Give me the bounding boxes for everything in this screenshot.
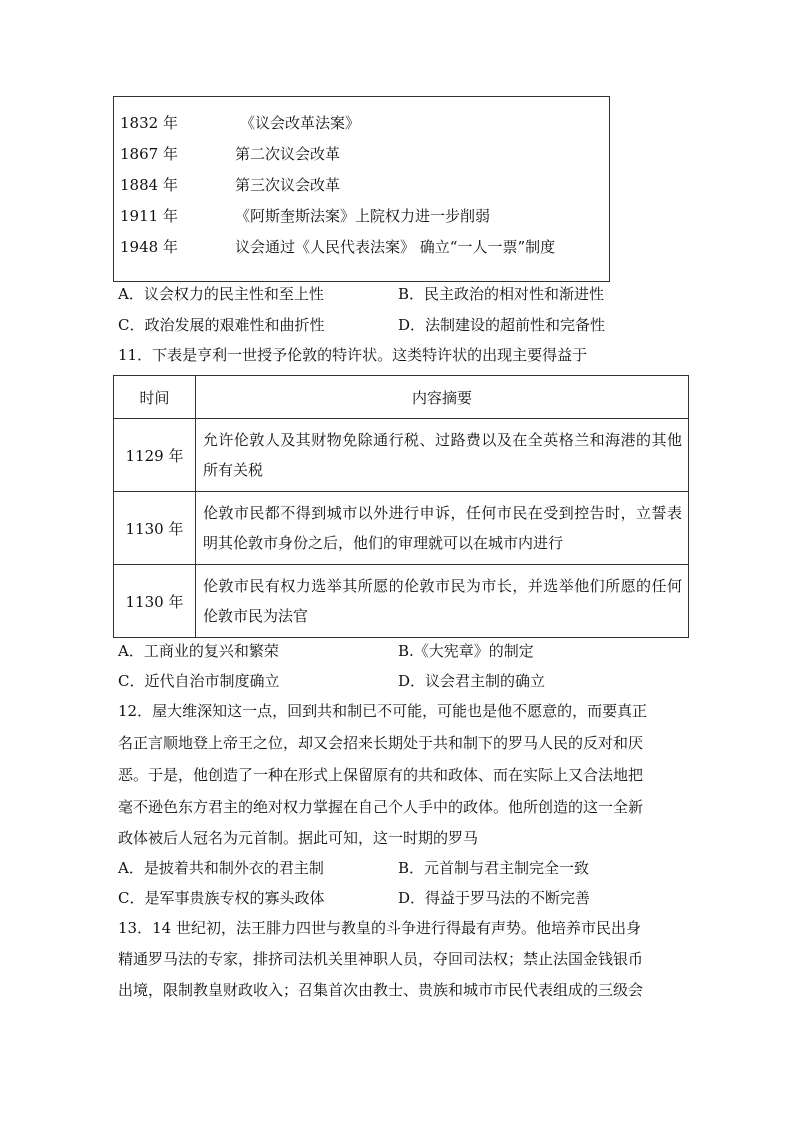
charter-table [113, 375, 689, 638]
table-row [114, 492, 689, 565]
row-content: 伦敦市民有权力选举其所愿的伦敦市民为市长，并选举他们所愿的任何伦敦市民为法官 [196, 565, 689, 638]
header-content: 内容摘要 [196, 376, 689, 419]
q10-option-a: A．议会权力的民主性和至上性 [118, 285, 324, 303]
q12-option-a: A．是披着共和制外衣的君主制 [118, 859, 324, 877]
row-content: 伦敦市民都不得到城市以外进行申诉，任何市民在受到控告时，立誓表明其伦敦市身份之后，他们的审理就可以在城市内进行 [196, 492, 689, 565]
q12-line: 12．屋大维深知这一点，回到共和制已不可能，可能也是他不愿意的，而要真正 [118, 702, 648, 720]
q13-line: 精通罗马法的专家，排挤司法机关里神职人员，夺回司法权；禁止法国金钱银币 [118, 950, 644, 968]
timeline-row [114, 139, 609, 170]
timeline-row [114, 232, 609, 263]
row-time: 1129 年 [114, 419, 196, 492]
timeline-event: 第三次议会改革 [235, 176, 341, 194]
timeline-event: 《阿斯奎斯法案》上院权力进一步削弱 [235, 207, 491, 225]
q10-option-b: B．民主政治的相对性和渐进性 [398, 285, 605, 303]
row-content: 允许伦敦人及其财物免除通行税、过路费以及在全英格兰和海港的其他所有关税 [196, 419, 689, 492]
q11-option-b: B.《大宪章》的制定 [398, 642, 534, 660]
header-time: 时间 [114, 376, 196, 419]
timeline-year: 1884 年 [120, 176, 178, 194]
q12-line: 毫不逊色东方君主的绝对权力掌握在自己个人手中的政体。他所创造的这一全新 [118, 798, 644, 816]
timeline-row [114, 108, 609, 139]
q13-line: 13．14 世纪初，法王腓力四世与教皇的斗争进行得最有声势。他培养市民出身 [118, 919, 641, 937]
table-row [114, 565, 689, 638]
q12-line: 政体被后人冠名为元首制。据此可知，这一时期的罗马 [118, 829, 479, 847]
q11-option-d: D．议会君主制的确立 [398, 672, 546, 690]
timeline-year: 1832 年 [120, 114, 178, 132]
q11-option-c: C．近代自治市制度确立 [118, 672, 280, 690]
timeline-box [113, 96, 610, 282]
table-row [114, 419, 689, 492]
q12-option-b: B．元首制与君主制完全一致 [398, 859, 590, 877]
q11-option-a: A．工商业的复兴和繁荣 [118, 642, 279, 660]
timeline-year: 1867 年 [120, 145, 178, 163]
timeline-row [114, 201, 609, 232]
timeline-event: 议会通过《人民代表法案》 确立“一人一票”制度 [235, 238, 556, 256]
q10-option-c: C．政治发展的艰难性和曲折性 [118, 316, 325, 334]
row-time: 1130 年 [114, 492, 196, 565]
timeline-event: 《议会改革法案》 [240, 114, 361, 132]
q13-line: 出境，限制教皇财政收入；召集首次由教士、贵族和城市市民代表组成的三级会 [118, 981, 644, 999]
row-time: 1130 年 [114, 565, 196, 638]
q12-option-d: D．得益于罗马法的不断完善 [398, 889, 591, 907]
q11-stem: 11．下表是亨利一世授予伦敦的特许状。这类特许状的出现主要得益于 [118, 346, 588, 364]
timeline-year: 1948 年 [120, 238, 178, 256]
table-header-row [114, 376, 689, 419]
timeline-year: 1911 年 [120, 207, 178, 225]
q12-line: 恶。于是，他创造了一种在形式上保留原有的共和政体、而在实际上又合法地把 [118, 766, 644, 784]
timeline-row [114, 170, 609, 201]
q12-option-c: C．是军事贵族专权的寡头政体 [118, 889, 325, 907]
timeline-event: 第二次议会改革 [235, 145, 341, 163]
q12-line: 名正言顺地登上帝王之位，却又会招来长期处于共和制下的罗马人民的反对和厌 [118, 734, 644, 752]
q10-option-d: D．法制建设的超前性和完备性 [398, 316, 606, 334]
